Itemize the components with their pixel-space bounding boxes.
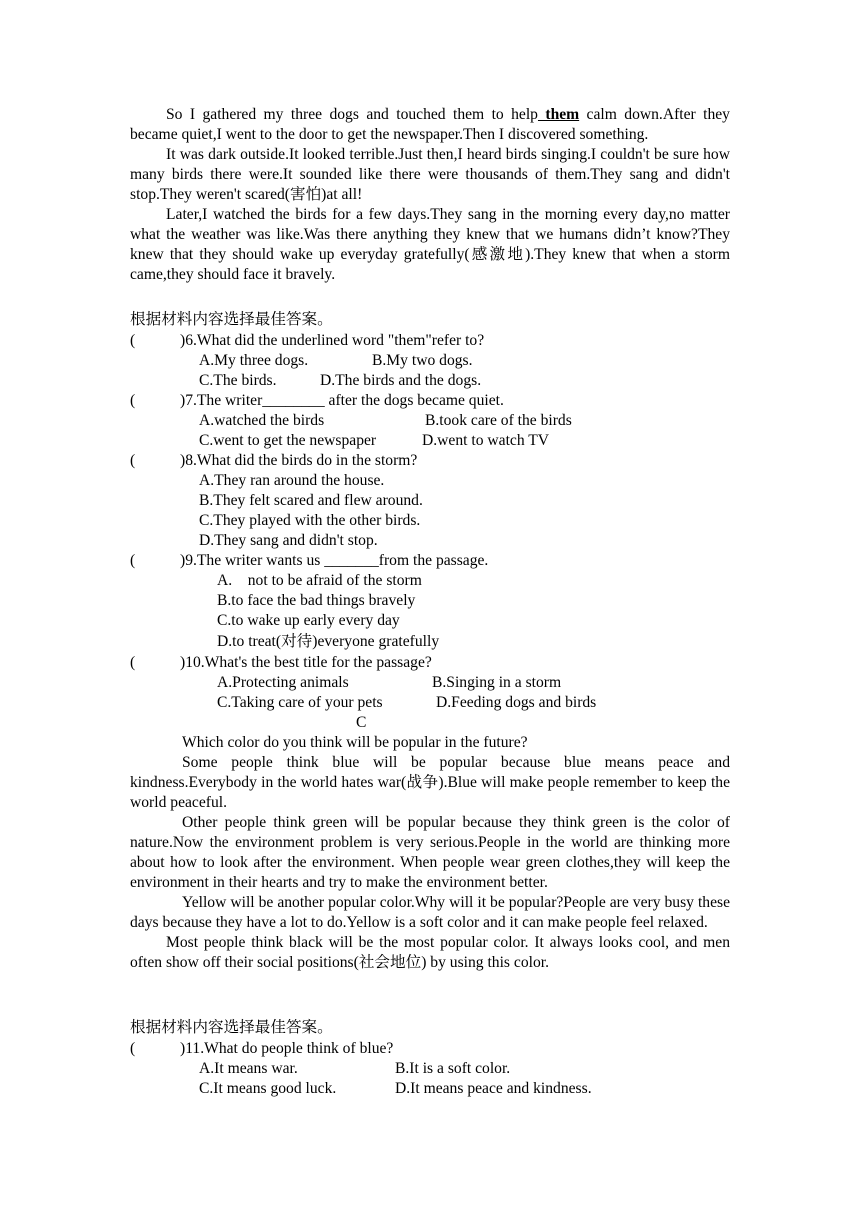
passage-paragraph: Most people think black will be the most popular color. It always looks cool, and men often show off their social positions(社会地位) by using this color. — [130, 934, 730, 971]
passage-paragraph: Other people think green will be popular because they think green is the color of nature.Now the environment problem is very serious.People in the world are thinking more about how to look after the environment. When people wear green clothes,they will keep the environment in their hearts and try to make the environment better. — [130, 814, 730, 891]
option-c: C.went to get the newspaper — [199, 432, 377, 449]
question-stem: )6.What did the underlined word "them"refer to? — [180, 332, 485, 349]
question-10 — [130, 653, 432, 673]
option-c: C.Taking care of your pets — [217, 694, 383, 711]
option-c: C.to wake up early every day — [217, 612, 400, 629]
option-c: C.The birds. — [199, 372, 277, 389]
option-a: A. not to be afraid of the storm — [217, 572, 422, 589]
instruction-text: 根据材料内容选择最佳答案。 — [130, 1019, 333, 1036]
question-11 — [130, 1039, 393, 1059]
question-7 — [130, 391, 504, 411]
option-d: D.went to watch TV — [422, 432, 550, 449]
option-a: A.It means war. — [199, 1060, 298, 1077]
option-a: A.watched the birds — [199, 412, 325, 429]
passage-paragraph: Later,I watched the birds for a few days.They sang in the morning every day,no matter what the weather was like.Was there anything they knew that we humans didn’t know?They knew that they should wake up everyday gratefully(感激地).They knew that when a storm came,they should face it bravely. — [130, 206, 730, 283]
answer-blank[interactable]: ( — [130, 332, 136, 349]
option-b: B.They felt scared and flew around. — [199, 492, 423, 509]
passage-paragraph — [130, 105, 730, 145]
question-9 — [130, 551, 488, 571]
passage-paragraph: It was dark outside.It looked terrible.Just then,I heard birds singing.I couldn't be sure how many birds there were.It sounded like there were thousands of them.They sang and didn't stop.They weren't scared(害怕)at all! — [130, 146, 730, 203]
passage-paragraph: Some people think blue will be popular because blue means peace and kindness.Everybody in the world hates war(战争).Blue will make people remember to keep the world peaceful. — [130, 754, 730, 811]
answer-blank[interactable]: ( — [130, 452, 136, 469]
underlined-word: them — [537, 106, 580, 123]
option-b: B.to face the bad things bravely — [217, 592, 416, 609]
option-b: B.Singing in a storm — [432, 674, 562, 691]
text-run: So I gathered my three dogs and touched them to help — [166, 106, 538, 123]
question-stem: )11.What do people think of blue? — [180, 1040, 394, 1057]
option-a: A.My three dogs. — [199, 352, 309, 369]
answer-blank[interactable]: ( — [130, 654, 136, 671]
text-run: calm down.After they became quiet,I went to the door to get the newspaper.Then I discovered something. — [130, 106, 730, 143]
section-label: C — [356, 714, 367, 731]
question-stem: )10.What's the best title for the passage? — [180, 654, 432, 671]
option-c: C.They played with the other birds. — [199, 512, 421, 529]
option-b: B.took care of the birds — [425, 412, 572, 429]
option-d: D.It means peace and kindness. — [395, 1080, 592, 1097]
answer-blank[interactable]: ( — [130, 392, 136, 409]
passage-b — [130, 105, 730, 285]
option-a: A.They ran around the house. — [199, 472, 385, 489]
option-b: B.It is a soft color. — [395, 1060, 511, 1077]
question-stem: )9.The writer wants us _______from the passage. — [180, 552, 489, 569]
question-8 — [130, 451, 417, 471]
question-stem: )7.The writer________ after the dogs became quiet. — [180, 392, 504, 409]
option-b: B.My two dogs. — [372, 352, 473, 369]
question-6 — [130, 331, 484, 351]
instruction-text: 根据材料内容选择最佳答案。 — [130, 311, 333, 328]
option-d: D.They sang and didn't stop. — [199, 532, 378, 549]
passage-c — [130, 733, 730, 973]
passage-paragraph: Which color do you think will be popular in the future? — [182, 734, 528, 751]
option-d: D.The birds and the dogs. — [320, 372, 482, 389]
question-stem: )8.What did the birds do in the storm? — [180, 452, 418, 469]
option-a: A.Protecting animals — [217, 674, 349, 691]
option-d: D.Feeding dogs and birds — [436, 694, 597, 711]
option-d: D.to treat(对待)everyone gratefully — [217, 633, 440, 650]
passage-paragraph: Yellow will be another popular color.Why will it be popular?People are very busy these days because they have a lot to do.Yellow is a soft color and it can make people feel relaxed. — [130, 894, 730, 931]
option-c: C.It means good luck. — [199, 1080, 337, 1097]
answer-blank[interactable]: ( — [130, 552, 136, 569]
answer-blank[interactable]: ( — [130, 1040, 136, 1057]
